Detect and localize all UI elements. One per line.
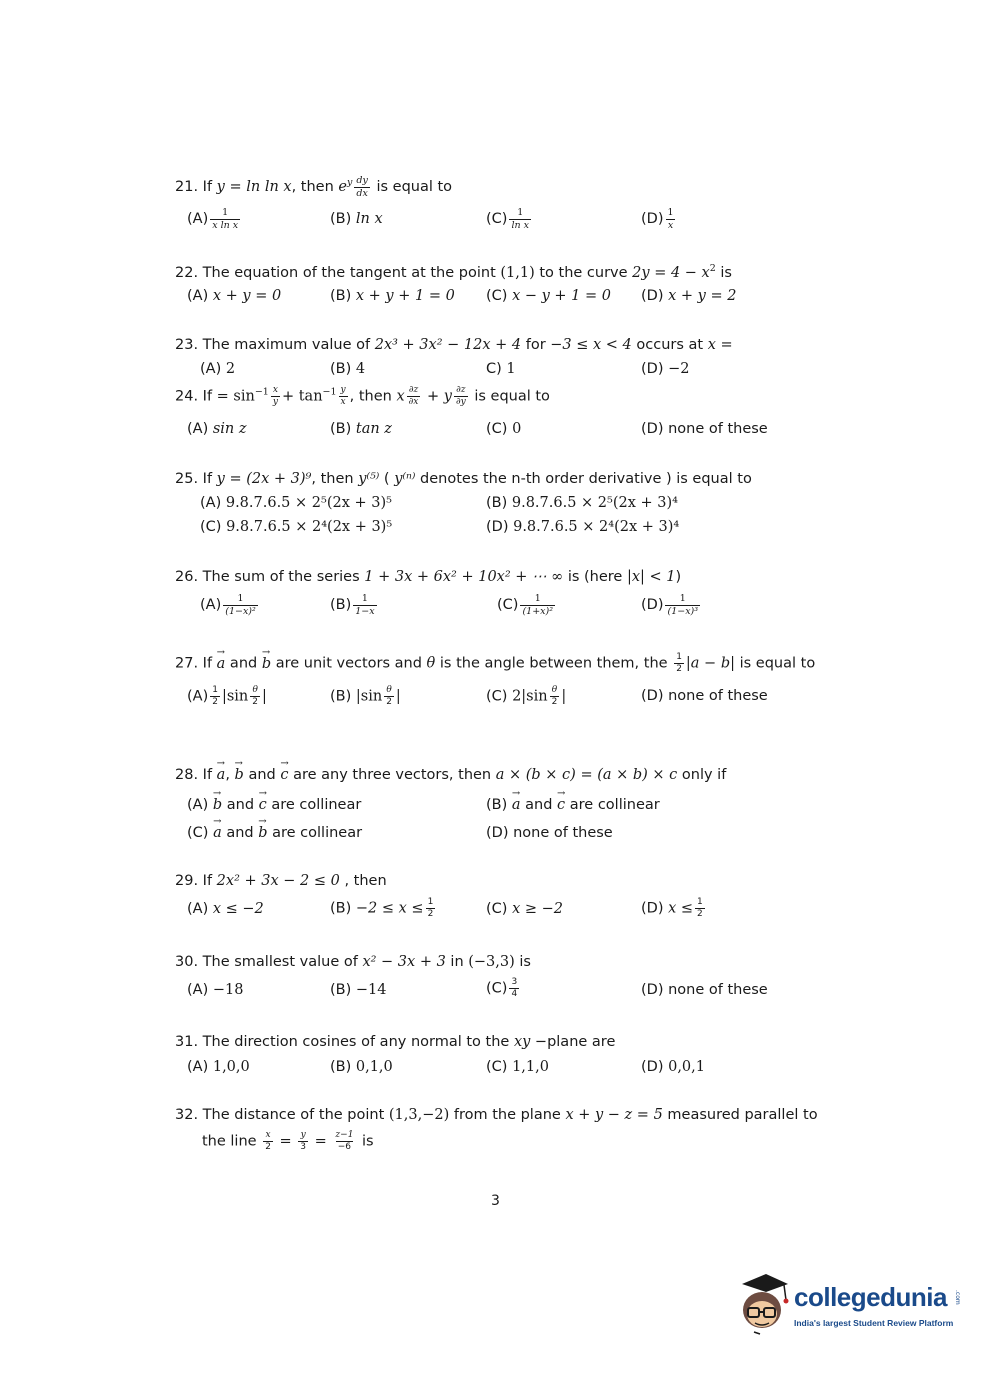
question-25-option-b[interactable]: (B) 9.8.7.6.5 × 2⁵(2x + 3)⁴	[486, 495, 678, 511]
question-23-option-b[interactable]: (B) 4	[330, 361, 366, 377]
question-28-option-c[interactable]: (C) → a and → b are collinear	[187, 825, 362, 841]
mascot-icon	[736, 1270, 792, 1336]
question-26-option-b[interactable]: (B) $\frac{1}{1-x}$	[330, 593, 375, 617]
question-29-option-c[interactable]: (C) x ≥ −2	[486, 901, 563, 917]
question-24-option-d[interactable]: (D) none of these	[641, 421, 768, 437]
question-31-option-c[interactable]: (C) 1,1,0	[486, 1059, 549, 1075]
question-28-option-a[interactable]: (A) → b and → c are collinear	[187, 797, 361, 813]
question-23-option-d[interactable]: (D) −2	[641, 361, 690, 377]
question-27-option-b[interactable]: (B) |sin $\frac{\theta}{2}$ |	[330, 685, 401, 707]
question-31-option-b[interactable]: (B) 0,1,0	[330, 1059, 393, 1075]
question-25-option-d[interactable]: (D) 9.8.7.6.5 × 2⁴(2x + 3)⁴	[486, 519, 680, 535]
question-22-option-a[interactable]: (A) x + y = 0	[187, 288, 282, 304]
question-26-option-c[interactable]: (C) $\frac{1}{\text{(1+x)²}}$	[497, 593, 554, 617]
question-28-stem: 28. If → a, → b and → c are any three vectors, then a × (b × c) = (a × b) × c only if	[175, 767, 726, 783]
question-26-option-d[interactable]: (D) $\frac{1}{\text{(1−x)³}}$	[641, 593, 699, 617]
question-29-option-d[interactable]: (D) x ≤ $\frac{1}{2}$	[641, 897, 703, 919]
question-26-stem: 26. The sum of the series 1 + 3x + 6x² + 10x² + ⋯ ∞ is (here |x| < 1)	[175, 569, 682, 585]
question-25-option-a[interactable]: (A) 9.8.7.6.5 × 2⁵(2x + 3)⁵	[200, 495, 392, 511]
question-23-option-c[interactable]: C) 1	[486, 361, 516, 377]
question-21-option-c[interactable]: (C) $\frac{1}{\text{ln x}}$	[486, 207, 529, 231]
question-30-option-a[interactable]: (A) −18	[187, 982, 244, 998]
question-23-stem: 23. The maximum value of 2x³ + 3x² − 12x + 4 for −3 ≤ x < 4 occurs at x =	[175, 337, 733, 353]
question-29-stem: 29. If 2x² + 3x − 2 ≤ 0 , then	[175, 873, 387, 889]
question-22-option-c[interactable]: (C) x − y + 1 = 0	[486, 288, 611, 304]
question-28-option-b[interactable]: (B) → a and → c are collinear	[486, 797, 660, 813]
question-21-option-a[interactable]: (A) $\frac{1}{\text{x ln x}}$	[187, 207, 239, 231]
question-27-option-d[interactable]: (D) none of these	[641, 688, 768, 704]
question-26-option-a[interactable]: (A) $\frac{1}{\text{(1−x)²}}$	[200, 593, 256, 617]
question-32-stem-line-2: the line $\frac{x}{2}$ = $\frac{y}{3}$ = $\frac{z-1}{-6}$ is	[202, 1130, 374, 1152]
question-24-option-b[interactable]: (B) tan z	[330, 421, 392, 437]
question-21-option-d[interactable]: (D) $\frac{1}{x}$	[641, 207, 674, 231]
logo-suffix: .com	[954, 1290, 961, 1305]
question-27-option-a[interactable]: (A) $\frac{1}{2}$ |sin $\frac{\theta}{2}$ |	[187, 685, 267, 707]
question-22-stem: 22. The equation of the tangent at the point (1,1) to the curve $2y = 4 - x^2$ is	[175, 263, 732, 281]
question-31-stem: 31. The direction cosines of any normal to the xy −plane are	[175, 1034, 616, 1050]
question-25-stem: 25. If y = (2x + 3)⁹, then y⁽⁵⁾ ( y⁽ⁿ⁾ denotes the n-th order derivative ) is equal to	[175, 471, 752, 487]
collegedunia-logo	[736, 1270, 961, 1340]
question-31-option-d[interactable]: (D) 0,0,1	[641, 1059, 705, 1075]
question-27-option-c[interactable]: (C) 2|sin $\frac{\theta}{2}$ |	[486, 685, 567, 707]
question-30-option-d[interactable]: (D) none of these	[641, 982, 768, 998]
logo-tagline: India's largest Student Review Platform	[794, 1318, 954, 1328]
question-21-option-b[interactable]: (B) ln x	[330, 211, 383, 227]
question-24-stem: 24. $If = \sin^{-1}$ $\frac{x}{y}$ + $\tan^{-1}$ $\frac{y}{x}$ , then x $\frac{\partial z}{\partial x}$ + y $\frac{\partial z}{\partial y}$ is equal to	[175, 385, 550, 407]
question-22-option-b[interactable]: (B) x + y + 1 = 0	[330, 288, 455, 304]
question-31-option-a[interactable]: (A) 1,0,0	[187, 1059, 250, 1075]
question-27-stem: 27. If → a and → b are unit vectors and θ is the angle between them, the $\frac{1}{2}$ |a − b| is equal to	[175, 653, 815, 674]
question-22-option-d[interactable]: (D) x + y = 2	[641, 288, 737, 304]
logo-wordmark: collegedunia	[794, 1282, 947, 1312]
question-30-stem: 30. The smallest value of x² − 3x + 3 in (−3,3) is	[175, 954, 531, 970]
question-23-option-a[interactable]: (A) 2	[200, 361, 236, 377]
question-29-option-b[interactable]: (B) −2 ≤ x ≤ $\frac{1}{2}$	[330, 897, 434, 919]
question-28-option-d[interactable]: (D) none of these	[486, 825, 613, 841]
question-25-option-c[interactable]: (C) 9.8.7.6.5 × 2⁴(2x + 3)⁵	[200, 519, 393, 535]
question-21-stem: 21. If y = ln ln x, then $e^y$ $\frac{dy}{dx}$ is equal to	[175, 175, 453, 199]
question-24-option-c[interactable]: (C) 0	[486, 421, 522, 437]
question-29-option-a[interactable]: (A) x ≤ −2	[187, 901, 264, 917]
question-32-stem: 32. The distance of the point (1,3,−2) from the plane x + y − z = 5 measured parallel to	[175, 1107, 818, 1123]
question-30-option-c[interactable]: (C) $\frac{3}{4}$	[486, 977, 518, 999]
question-30-option-b[interactable]: (B) −14	[330, 982, 387, 998]
page-number: 3	[491, 1193, 500, 1209]
question-24-option-a[interactable]: (A) sin z	[187, 421, 247, 437]
